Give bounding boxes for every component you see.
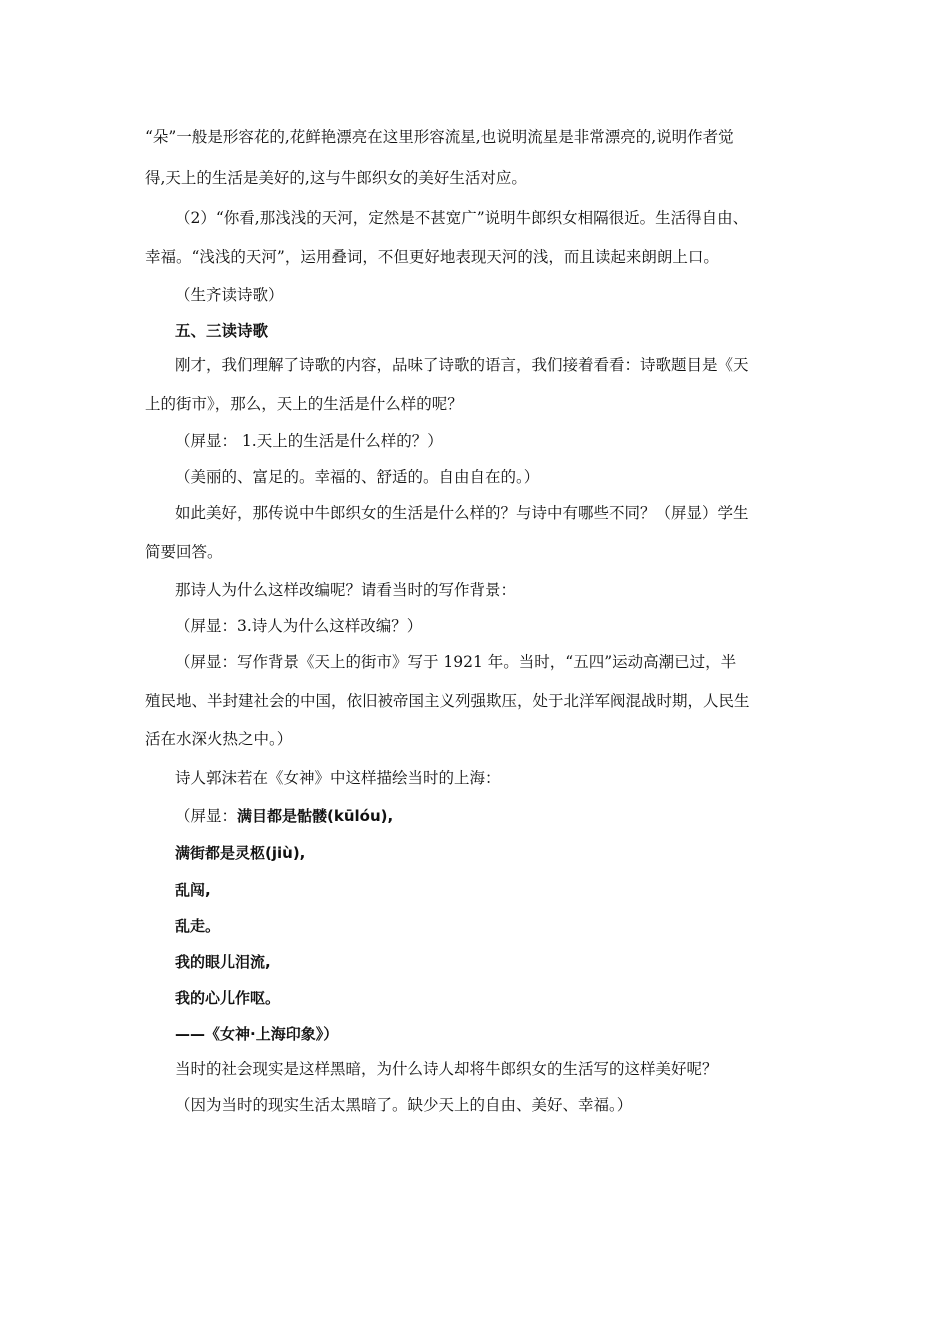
poem-line-5: 我的眼儿泪流,	[175, 953, 271, 971]
paragraph-line: 上的街市》，那么，天上的生活是什么样的呢？	[145, 395, 463, 413]
paragraph-line: 当时的社会现实是这样黑暗，为什么诗人却将牛郎织女的生活写的这样美好呢？	[175, 1060, 718, 1078]
poem-source: ——《女神·上海印象》）	[175, 1025, 339, 1043]
paragraph-line: 殖民地、半封建社会的中国，依旧被帝国主义列强欺压，处于北洋军阀混战时期，人民生	[145, 692, 750, 710]
poem-line-1	[175, 805, 825, 827]
paragraph-line: 诗人郭沫若在《女神》中这样描绘当时的上海：	[175, 769, 501, 787]
paragraph-line: 活在水深火热之中。）	[145, 730, 293, 748]
paragraph-line: 那诗人为什么这样改编呢？请看当时的写作背景：	[175, 581, 517, 599]
paragraph-line: （生齐读诗歌）	[175, 286, 284, 304]
paragraph-line: “朵”一般是形容花的,花鲜艳漂亮在这里形容流星,也说明流星是非常漂亮的,说明作者觉	[145, 128, 734, 146]
paragraph-line: 如此美好，那传说中牛郎织女的生活是什么样的？与诗中有哪些不同？（屏显）学生	[175, 504, 749, 522]
poem-line-2: 满街都是灵柩(jiù),	[175, 844, 306, 862]
paragraph-line: （因为当时的现实生活太黑暗了。缺少天上的自由、美好、幸福。）	[175, 1096, 633, 1114]
paragraph-line: （2）“你看,那浅浅的天河，定然是不甚宽广”说明牛郎织女相隔很近。生活得自由、	[175, 209, 749, 227]
screen-label: （屏显：	[175, 807, 238, 825]
poem-line-4: 乱走。	[175, 917, 221, 935]
poem-line-6: 我的心儿作呕。	[175, 989, 281, 1007]
paragraph-line: 幸福。“浅浅的天河”，运用叠词，不但更好地表现天河的浅，而且读起来朗朗上口。	[145, 248, 719, 266]
poem-text: 满目都是骷髅(kūlóu),	[237, 807, 394, 825]
section-heading: 五、三读诗歌	[175, 321, 269, 340]
paragraph-line: （美丽的、富足的。幸福的、舒适的。自由自在的。）	[175, 468, 540, 486]
paragraph-line: 得,天上的生活是美好的,这与牛郎织女的美好生活对应。	[145, 169, 527, 187]
paragraph-line: （屏显：写作背景《天上的街市》写于 1921 年。当时，“五四”运动高潮已过，半	[175, 653, 737, 671]
paragraph-line: 简要回答。	[145, 543, 223, 561]
poem-line-3: 乱闯,	[175, 881, 211, 899]
paragraph-line: 刚才，我们理解了诗歌的内容，品味了诗歌的语言，我们接着看看：诗歌题目是《天	[175, 356, 749, 374]
paragraph-line: （屏显：3.诗人为什么这样改编？）	[175, 617, 423, 635]
paragraph-line: （屏显： 1.天上的生活是什么样的？）	[175, 432, 443, 450]
